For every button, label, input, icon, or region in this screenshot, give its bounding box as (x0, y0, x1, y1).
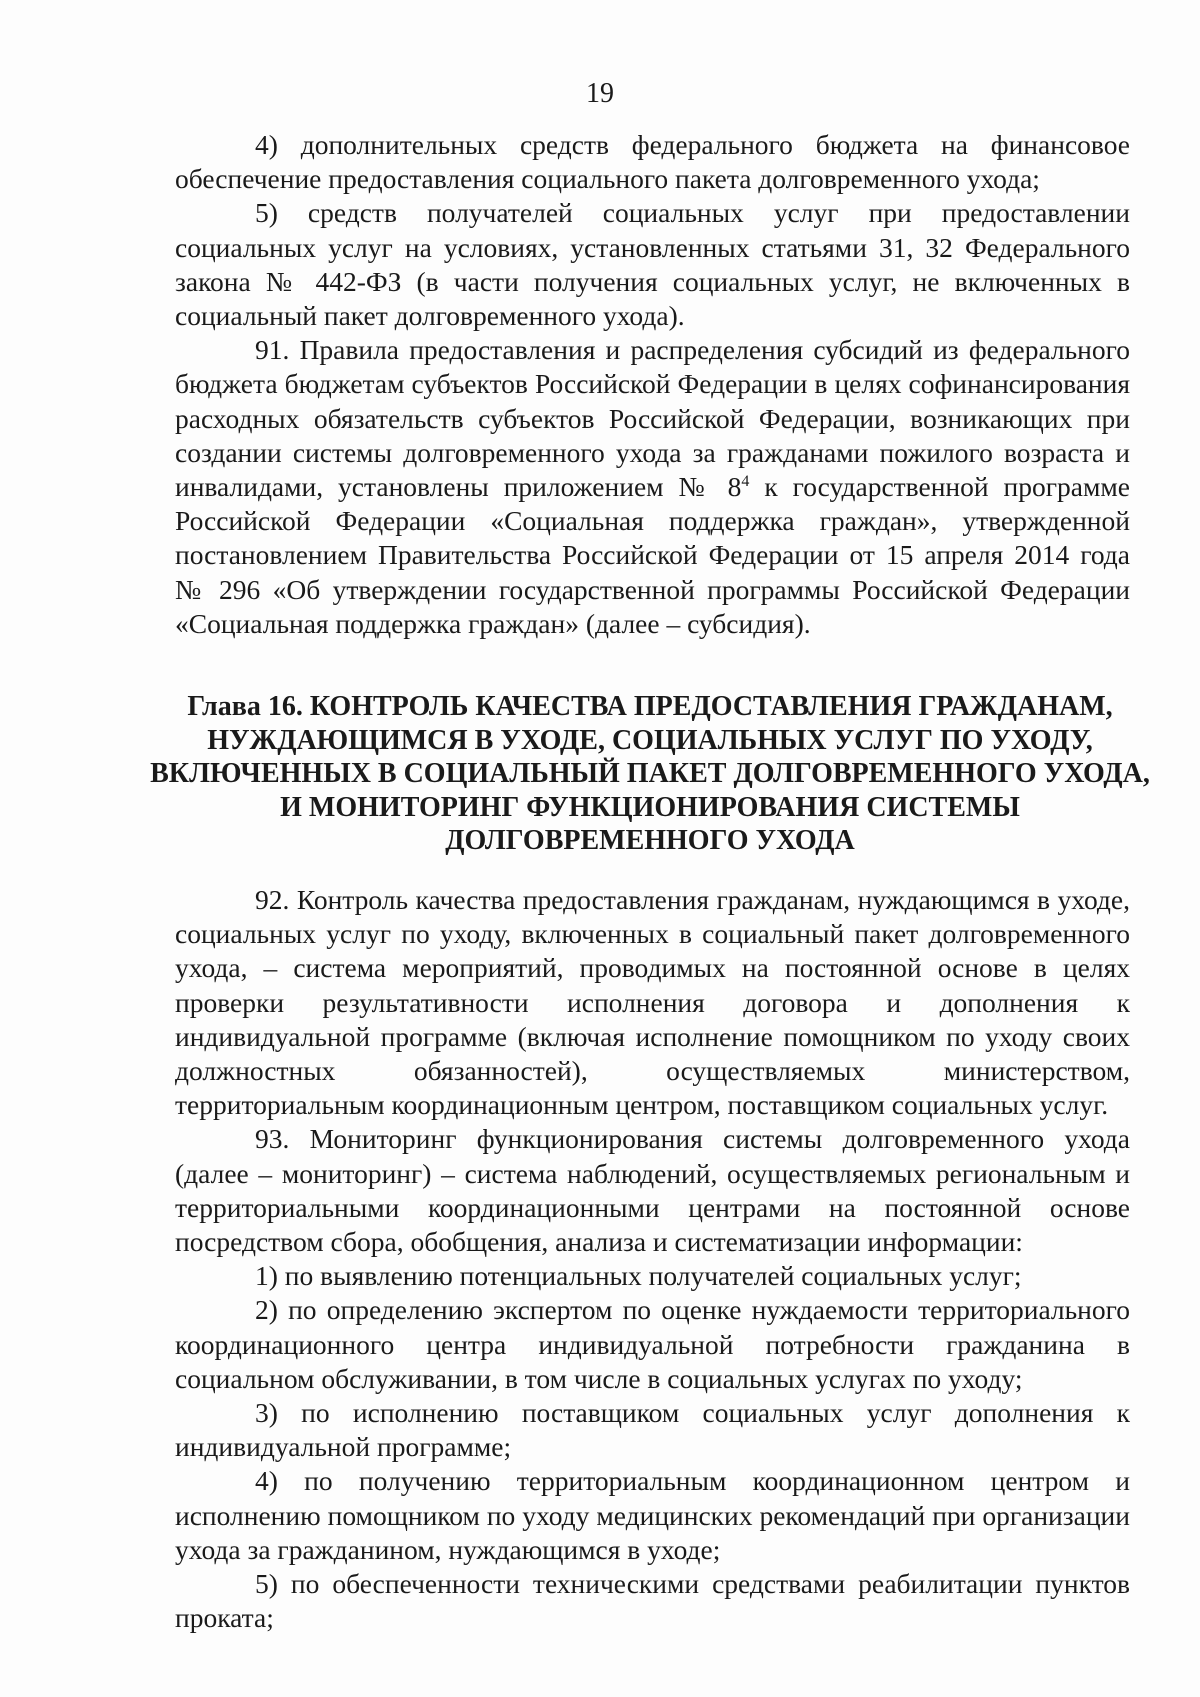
footnote-superscript: 4 (741, 472, 750, 490)
list-item-5: 5) по обеспеченности техническими средствами реабилитации пунктов проката; (175, 1568, 1130, 1634)
list-item-3: 3) по исполнению поставщиком социальных услуг дополнения к индивидуальной программе; (175, 1397, 1130, 1463)
chapter-heading-line: И МОНИТОРИНГ ФУНКЦИОНИРОВАНИЯ СИСТЕМЫ (280, 791, 1020, 823)
paragraph-91-text-start: 91. Правила предоставления и распределения субсидий из федерального бюджета бюджетам субъектов Российской Федерации в целях софинансирования расходных обязательств субъектов Российской Федерации, возникающих при создании системы долговременного ухода за гражданами пожилого возраста и инвалидами, установлены приложением № 8 (175, 334, 1130, 503)
paragraph-93-monitoring: 93. Мониторинг функционирования системы долговременного ухода (далее – мониторинг) – система наблюдений, осуществляемых региональным и территориальными координационными центрами на постоянной основе посредством сбора, обобщения, анализа и систематизации информации: (175, 1123, 1130, 1258)
body-text-top (175, 128, 1130, 641)
paragraph-91-subsidy-rules (175, 333, 1130, 641)
chapter-heading-line: ДОЛГОВРЕМЕННОГО УХОДА (445, 825, 855, 856)
chapter-heading-line: Глава 16. КОНТРОЛЬ КАЧЕСТВА ПРЕДОСТАВЛЕНИЯ ГРАЖДАНАМ, (187, 691, 1113, 722)
chapter-heading-line: НУЖДАЮЩИМСЯ В УХОДЕ, СОЦИАЛЬНЫХ УСЛУГ ПО УХОДУ, (207, 724, 1093, 756)
paragraph-item-5-recipient-funds: 5) средств получателей социальных услуг при предоставлении социальных услуг на условиях, установленных статьями 31, 32 Федерального закона № 442-ФЗ (в части получения социальных услуг, не включенных в социальный пакет долговременного ухода). (175, 197, 1130, 332)
paragraph-item-4-federal-budget: 4) дополнительных средств федерального бюджета на финансовое обеспечение предоставления социального пакета долговременного ухода; (175, 129, 1130, 195)
chapter-heading-line: ВКЛЮЧЕННЫХ В СОЦИАЛЬНЫЙ ПАКЕТ ДОЛГОВРЕМЕННОГО УХОДА, (150, 758, 1150, 789)
list-item-1: 1) по выявлению потенциальных получателей социальных услуг; (255, 1260, 1022, 1292)
page-number: 19 (586, 78, 614, 109)
paragraph-91-text-end: к государственной программе Российской Федерации «Социальная поддержка граждан», утвержденной постановлением Правительства Российской Федерации от 15 апреля 2014 года № 296 «Об утверждении государственной программы Российской Федерации «Социальная поддержка граждан» (далее – субсидия). (175, 471, 1130, 639)
body-text-bottom (175, 883, 1130, 1635)
chapter-heading (150, 690, 1150, 858)
list-item-4: 4) по получению территориальным координационном центром и исполнению помощником по уходу медицинских рекомендаций при организации ухода за гражданином, нуждающимся в уходе; (175, 1465, 1130, 1565)
paragraph-92-quality-control: 92. Контроль качества предоставления гражданам, нуждающимся в уходе, социальных услуг по уходу, включенных в социальный пакет долговременного ухода, – система мероприятий, проводимых на постоянной основе в целях проверки результативности исполнения договора и дополнения к индивидуальной программе (включая исполнение помощником по уходу своих должностных обязанностей), осуществляемых министерством, территориальным координационным центром, поставщиком социальных услуг. (175, 884, 1130, 1121)
list-item-2: 2) по определению экспертом по оценке нуждаемости территориального координационного центра индивидуальной потребности гражданина в социальном обслуживании, в том числе в социальных услугах по уходу; (175, 1294, 1130, 1394)
